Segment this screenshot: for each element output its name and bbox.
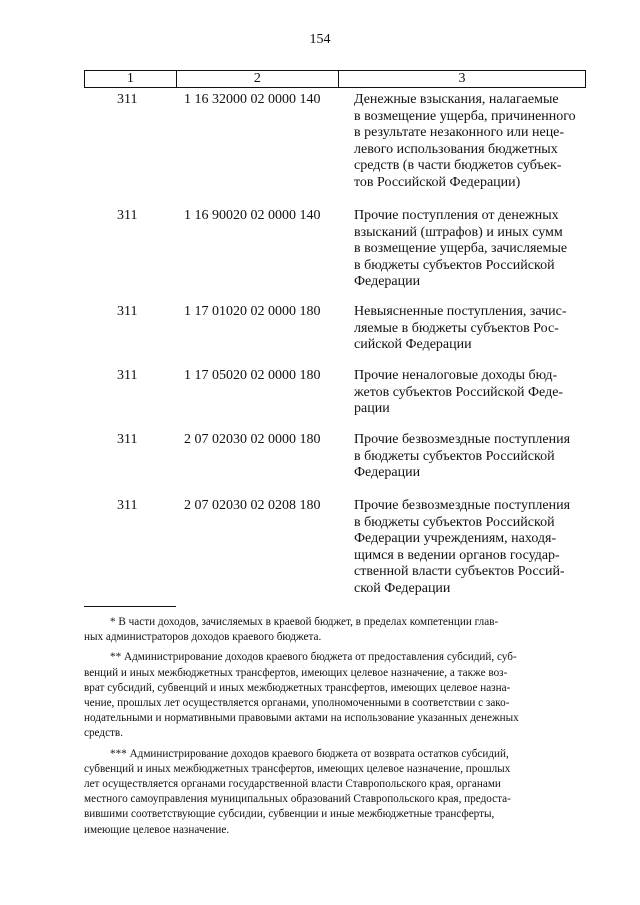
description-line: Прочие неналоговые доходы бюд- (354, 368, 558, 383)
description-line: Федерации учреждениям, находя- (354, 531, 557, 546)
footnote-line: местного самоуправления муниципальных образований Ставропольского края, предоста- (84, 793, 511, 806)
budget-classification-code: 1 16 90020 02 0000 140 (184, 208, 321, 223)
description-line: средств (в части бюджетов субъек- (354, 158, 562, 173)
admin-code: 311 (117, 498, 138, 513)
description-line: в возмещение ущерба, причиненного (354, 108, 576, 124)
column-header-2: 2 (177, 71, 339, 87)
footnotes (84, 615, 586, 843)
footnote (84, 615, 586, 645)
description-line: Федерации (354, 274, 421, 289)
revenue-description (354, 368, 589, 418)
revenue-description (354, 498, 589, 597)
revenue-description (354, 208, 589, 291)
description-line: в возмещение ущерба, зачисляемые (354, 241, 568, 256)
revenue-description (354, 92, 589, 191)
revenue-description (354, 432, 589, 482)
column-header-3: 3 (458, 71, 466, 86)
budget-classification-code: 1 17 05020 02 0000 180 (184, 368, 321, 383)
footnote-line: средств. (84, 727, 124, 740)
footnote-line: врат субсидий, субвенций и иных межбюджетных трансфертов, имеющих целевое назна- (84, 681, 511, 694)
page-number: 154 (309, 32, 331, 47)
description-line: тов Российской Федерации) (354, 174, 521, 190)
description-line: в результате незаконного или неце- (354, 125, 565, 140)
admin-code: 311 (117, 208, 138, 223)
description-line: рации (354, 401, 390, 416)
description-line: в бюджеты субъектов Российской (354, 257, 555, 273)
footnote-line: ных администраторов доходов краевого бюджета. (84, 631, 322, 644)
footnote-line: субвенций и иных межбюджетных трансфертов, имеющих целевое назначение, прошлых (84, 762, 511, 775)
footnote-line: вившими соответствующие субсидии, субвенции и иные межбюджетные трансферты, (84, 808, 495, 821)
admin-code: 311 (117, 304, 138, 319)
description-line: ской Федерации (354, 580, 451, 596)
admin-code: 311 (117, 92, 138, 107)
description-line: Денежные взыскания, налагаемые (354, 92, 559, 107)
footnote-line: лет осуществляется органами государственной власти Ставропольского края, органами (84, 778, 501, 791)
footnote-line: нодательными и нормативными правовыми актами на использование указанных денежных (84, 712, 519, 725)
description-line: в бюджеты субъектов Российской (354, 514, 555, 530)
budget-classification-code: 2 07 02030 02 0000 180 (184, 432, 321, 447)
description-line: Прочие поступления от денежных (354, 208, 559, 223)
description-line: ляемые в бюджеты субъектов Рос- (354, 320, 559, 336)
footnote (84, 747, 586, 838)
description-line: жетов субъектов Российской Феде- (354, 384, 564, 400)
description-line: сийской Федерации (354, 337, 472, 352)
table-header (84, 70, 586, 88)
description-line: ственной власти субъектов Россий- (354, 564, 565, 579)
admin-code: 311 (117, 368, 138, 383)
footnote-separator (84, 606, 176, 607)
footnote (84, 650, 586, 741)
budget-classification-code: 1 17 01020 02 0000 180 (184, 304, 321, 319)
footnote-line: *** Администрирование доходов краевого бюджета от возврата остатков субсидий, (110, 747, 509, 760)
budget-classification-code: 1 16 32000 02 0000 140 (184, 92, 321, 107)
description-line: в бюджеты субъектов Российской (354, 448, 555, 464)
description-line: Прочие безвозмездные поступления (354, 432, 571, 447)
description-line: Невыясненные поступления, зачис- (354, 304, 567, 319)
description-line: щимся в ведении органов государ- (354, 547, 560, 563)
footnote-line: венций и иных межбюджетных трансфертов, имеющих целевое назначение, а также воз- (84, 666, 508, 679)
footnote-line: имеющие целевое назначение. (84, 823, 230, 836)
footnote-line: ** Администрирование доходов краевого бюджета от предоставления субсидий, суб- (110, 651, 517, 664)
footnote-line: * В части доходов, зачисляемых в краевой бюджет, в пределах компетенции глав- (110, 616, 499, 628)
description-line: Федерации (354, 465, 421, 480)
description-line: взысканий (штрафов) и иных сумм (354, 224, 563, 240)
budget-classification-code: 2 07 02030 02 0208 180 (184, 498, 321, 513)
revenue-description (354, 304, 589, 354)
description-line: левого использования бюджетных (354, 141, 558, 157)
description-line: Прочие безвозмездные поступления (354, 498, 571, 513)
admin-code: 311 (117, 432, 138, 447)
footnote-line: чение, прошлых лет осуществляется органами, уполномоченными в соответствии с зако- (84, 697, 510, 710)
column-header-1: 1 (85, 71, 177, 87)
